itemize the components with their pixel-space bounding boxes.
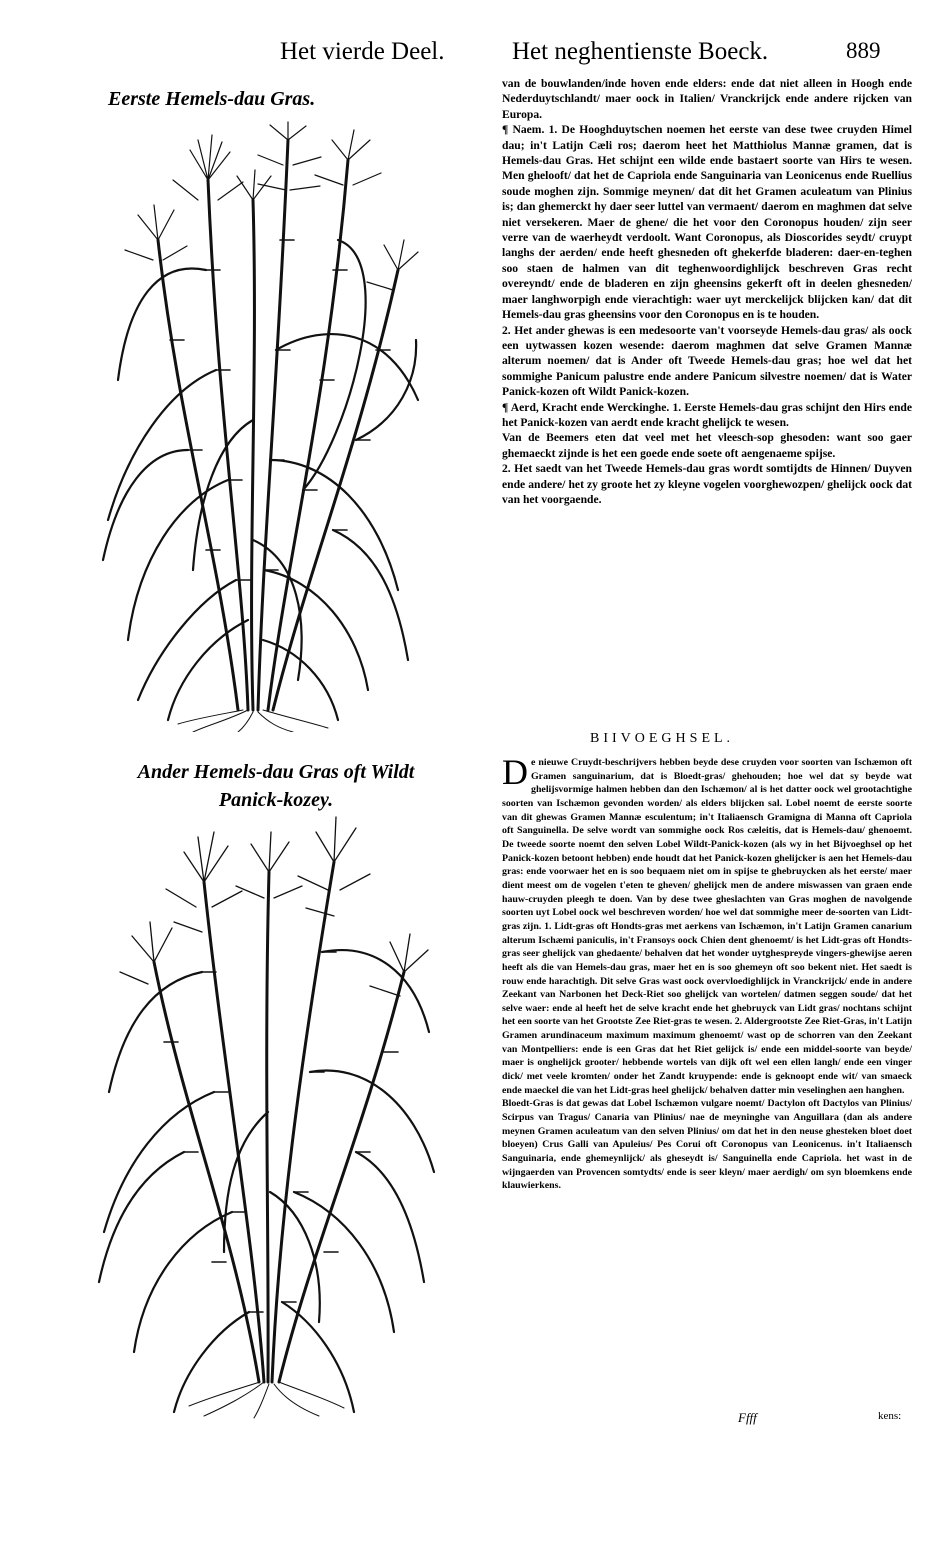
drop-capital: D [502,752,528,792]
text-paragraph: Bloedt-Gras is dat gewas dat Lobel Ischæmon vulgare noemt/ Dactylon oft Dactylos van Plinius/ Scirpus van Tragus/ Canaria van Plinius/ nae de meyninghe van Anguillara (dan als andere meynen Gramen aculeatum van den selven Plinius/ om dat het in den neuse ghesteken bloet doet bloeyen) Crus Galli van Apuleius/ Pes Corui oft Coronopus van Leonicenus. in't Italiaensch Sanguinaria, ende ghemeynlijck/ als gheseydt is/ Sanguinella ende Capriola. het wast in de wijngaerden van Provencen somtydts/ ende is seer kleyn/ maer aerdigh/ om syn bloemkens ende klauwierkens. [502,1098,912,1192]
woodcut-grass-illustration-1 [98,120,424,732]
main-text-column [502,76,912,507]
signature-mark: Ffff [738,1410,757,1425]
bijvoeghsel-text-column [502,752,912,1193]
page-number: 889 [846,38,881,63]
text-paragraph: ¶ Aerd, Kracht ende Werckinghe. 1. Eerste Hemels-dau gras schijnt den Hirs ende het Panick-kozen van aerdt ende kracht ghelijck te wesen. [502,400,912,429]
text-paragraph: 2. Het saedt van het Tweede Hemels-dau gras wordt somtijdts de Hinnen/ Duyven ende andere/ het zy groote het zy kleyne vogelen voorghewozpen/ ghelijck oock dat van het voorgaende. [502,462,912,506]
figure-caption-second [66,758,486,814]
running-head-book: Het neghentienste Boeck. [512,38,769,65]
running-head-part: Het vierde Deel. [280,38,445,65]
section-heading-bijvoeghsel: BIIVOEGHSEL. [590,731,735,746]
caption-line-1: Ander Hemels-dau Gras oft Wildt [137,761,415,783]
text-paragraph: Van de Beemers eten dat veel met het vleesch-sop ghesoden: want soo gaer ghemaeckt zijnde is het een goede ende soete oft aengenaeme spijse. [502,431,912,460]
woodcut-grass-illustration-2 [84,812,444,1420]
figure-caption-first: Eerste Hemels-dau Gras. [108,88,316,110]
paragraph-body: e nieuwe Cruydt-beschrijvers hebben beyde dese cruyden voor soorten van Ischæmon oft Gramen sanguinarium, dat is Bloedt-gras/ ghehouden; hoe wel dat sy beyde wat ghelijsvormige halmen hebben dan den Ischæmon/ al is het datter oock wel grootachtighe soorten van Ischæmon gevonden worden/ als elders blijcken sal. Lobel noemt de eerste soorte van dit ghewas Gramen Mannæ esculentum; in't Italiaensch Gramigna di Manna oft Capriola oft Sanguinella. De selve wordt van sommighe oock Ros cæleitis, dat is Hemels-dau/ ghenoemt. De tweede soorte noemt den selven Lobel Wildt-Panick-kozen (als wy in het Bijvoeghsel op het Panick-kozen betoont hebben) ende houdt dat het Panick-kozen ghelijcker is aen het Hemels-dau gras: ende voorwaer het en is soo bequaem niet om in spijse te ghebruycken als het eerste/ maer dient meest om de vogelen t'eten te gheven/ ghelijck men de andere miswassen van graen ende hauw-cruyden pleegh te doen. Van by dese twee gheslachten van Gras moghen de navolgende soorten uyt Lobel oock wel beschreven worden/ hoe wel dat sommighe meer de-soorten van Lidt-gras zijn. 1. Lidt-gras oft Hondts-gras met aerkens van Ischæmon, in't Latijn Gramen canarium alterum Ischæmi paniculis, in't Fransoys oock Chien dent ghenoemt/ is het Lidt-gras oft Hondts-gras seer ghelijck van ghedaente/ behalven dat het wonder uytghespreyde vingers-ghewijse aeren heeft als die van Hemels-dau gras, maer het en is soo ghemeyn oft soo bekent niet. Het saedt is rouw ende harachtigh. Dit selve Gras wast oock overvloedighlijck in Vranckrijck/ ende in andere Zeekant van Narbonen het Deck-Riet soo ghelijck van wortelen/ datmen seggen soude/ dat het selve waer: ende al heeft het de selve kracht ende het ghebruyck van Lidt gras/ nochtans schijnt het een soorte van het Grootste Zee Riet-gras te wesen. 2. Aldergrootste Zee Riet-Gras, in't Latijn Gramen arundinaceum maximum maximum ghenoemt/ wast op de schorren van den Zeekant van Montpelliers: ende is een Gras dat het Riet gelijck is/ ende een middel-soorte van beyde/ maer is onghelijck grooter/ hebbende wortels van dijk oft wel een ellen langh/ ende een vinger dick/ met veele kromten/ onder het Zandt kruypende: ende is geknoopt ende wit/ van smaeck ende maeckel die van het Lidt-gras heel ghelijck/ behalven datter min veselinghen aen hanghen. [502,757,912,1096]
text-paragraph: van de bouwlanden/inde hoven ende elders: ende dat niet alleen in Hoogh ende Nederduytschlandt/ maer oock in Italien/ Vranckrijck ende andere rijcken van Europa. [502,77,912,121]
catchword: kens: [878,1410,902,1422]
text-paragraph [502,752,912,1097]
text-paragraph: ¶ Naem. 1. De Hooghduytschen noemen het eerste van dese twee cruyden Himel dau; in't Latijn Cæli ros; daerom heet het Matthiolus Mannæ gramen, dat is Hemels-dau Gras. Het schijnt een wilde ende bastaert soorte van Hirs te wesen. Men ghelooft/ dat het de Capriola ende Sanguinaria van Leonicenus ende Ruellius soude moghen zijn. Sommige meynen/ dat dit het Gramen aculeatum van Plinius is; dan ghemerckt hy daer seer luttel van vermaent/ daerom en maghmen dat selve niet versekeren. Maer de ghene/ die het voor den Coronopus houden/ zijn seer verre van de waerheydt verdoolt. Want Coronopus, als Dioscorides seydt/ cruypt langhs der aerden/ ende heeft ghesneden oft ghekerfde bladeren: daer-en-teghen soo staen de halmen van dit teghenwoordighlijck beschreven Gras recht overeyndt/ ende de bladeren en zijn gheensins gekerft oft in deelen ghesneden/ maer langhworpigh ende vierachtigh: waer uyt merckelijck blijcken kan/ dat dit Hemels-dau gras gheensins voor den Coronopus en is te houden. [502,123,912,322]
caption-line-2: Panick-kozey. [218,789,334,811]
text-paragraph: 2. Het ander ghewas is een medesoorte van't voorseyde Hemels-dau gras/ als oock een uytwassen kozen wesende: daerom maghmen dat selve Gramen Mannæ alterum noemen/ dat is Ander oft Tweede Hemels-dau gras; hoe wel dat het sommighe Panicum palustre ende andere Panicum silvestre noemen/ dat is Water Panick-kozen oft Wildt Panick-kozen. [502,323,912,399]
